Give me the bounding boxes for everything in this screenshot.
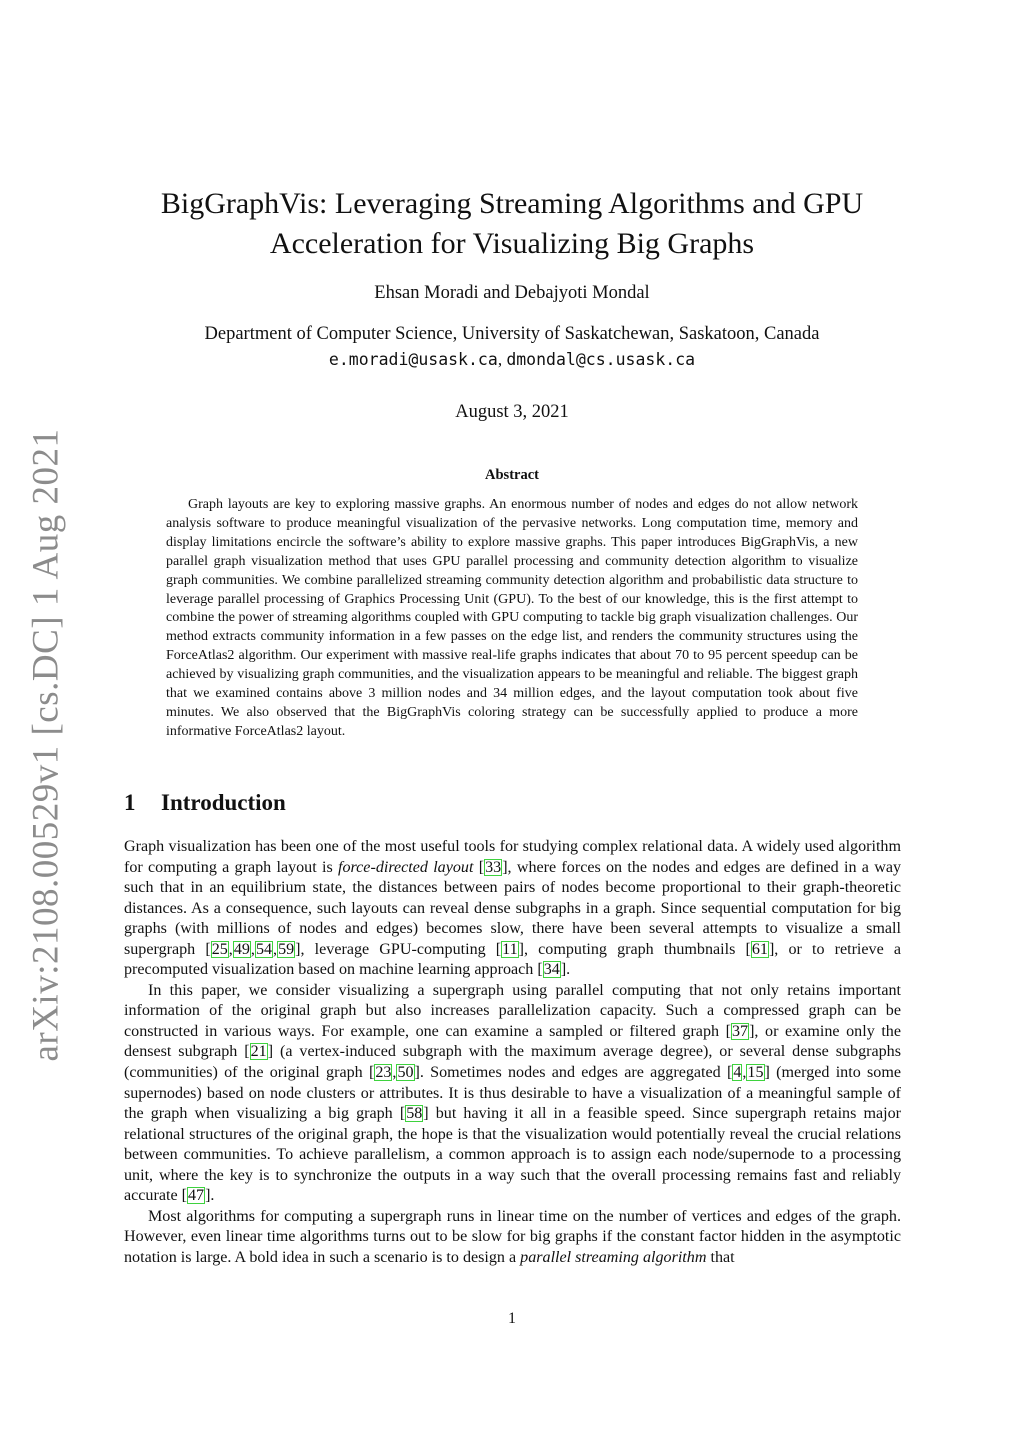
citation-link[interactable]: 58 (406, 1105, 423, 1123)
citation-link[interactable]: 61 (751, 940, 768, 958)
text-run: ]. Sometimes nodes and edges are aggregated [ (414, 1064, 733, 1082)
abstract-text: Graph layouts are key to exploring massive graphs. An enormous number of nodes and edges do not allow network analysis software to produce meaningful visualization of the pervasive networks. Long computation time, memory and display limitations encircle the software’s ability to explore massive graphs. This paper introduces BigGraphVis, a new parallel graph visualization method that uses GPU parallel processing and community detection algorithm to visualize graph communities. We combine parallelized streaming community detection algorithm and probabilistic data structure to leverage parallel processing of Graphics Processing Unit (GPU). To the best of our knowledge, this is the first attempt to combine the power of streaming algorithms coupled with GPU computing to tackle big graph visualization challenges. Our method extracts community information in a few passes on the edge list, and renders the community structures using the ForceAtlas2 algorithm. Our experiment with massive real-life graphs indicates that about 70 to 95 percent speedup can be achieved by visualizing graph communities, and the visualization appears to be meaningful and reliable. The biggest graph that we examined contains above 3 million nodes and 34 million edges, and the layout computation took about five minutes. We also observed that the BigGraphVis coloring strategy can be successfully applied to produce a more informative ForceAtlas2 layout. (166, 497, 858, 739)
introduction-body (124, 837, 901, 1268)
text-run: Graph visualization has been one of the most useful tools for studying complex relational data. A widely used algorithm for computing a graph layout is (124, 838, 901, 876)
citation-link[interactable]: 37 (731, 1022, 749, 1040)
title-line-2: Acceleration for Visualizing Big Graphs (269, 227, 755, 260)
page-number: 1 (508, 1310, 516, 1327)
text-run: ] (a vertex-induced subgraph with the maximum average degree), or several dense subgraphs (communities) of the original graph [ (124, 1043, 901, 1082)
text-run: that (706, 1248, 735, 1266)
title-line-1: BigGraphVis: Leveraging Streaming Algorithms and GPU (160, 187, 864, 220)
section-heading (124, 790, 286, 816)
publication-date: August 3, 2021 (455, 402, 569, 422)
paragraph-2 (124, 981, 901, 1207)
citation-link[interactable]: 11 (502, 940, 518, 958)
text-run: ] (merged into some supernodes) based on node clusters or attributes. It is thus desirable to have a visualization of a meaningful sample of the graph when visualizing a big graph [ (124, 1064, 901, 1123)
citation-separator: , (392, 1064, 397, 1082)
citation-link[interactable]: 23 (375, 1064, 392, 1082)
abstract-heading: Abstract (485, 467, 539, 483)
citation-separator: , (273, 940, 278, 958)
citation-link[interactable]: 4 (733, 1064, 742, 1082)
text-run: ] but having it all in a feasible speed. Since supergraph retains major relational structures of the original graph, the hope is that the visualization would potentially reveal the crucial relations between communities. To achieve parallelism, a common approach is to assign each node/supernode to a processing unit, where the key is to synchronize the outputs in a way such that the overall processing remains fast and reliably accurate [ (124, 1105, 901, 1205)
authors: Ehsan Moradi and Debajyoti Mondal (374, 283, 650, 303)
citation-link[interactable]: 25 (211, 940, 228, 958)
affiliation: Department of Computer Science, University of Saskatchewan, Saskatoon, Canada (204, 324, 820, 344)
citation-link[interactable]: 15 (747, 1064, 764, 1082)
arxiv-identifier-stamp[interactable]: arXiv:2108.00529v1 [cs.DC] 1 Aug 2021 (25, 428, 67, 1062)
citation-link[interactable]: 21 (250, 1043, 267, 1061)
emphasis-text: parallel streaming algorithm (520, 1248, 707, 1266)
text-run: ], or examine only the densest subgraph [ (124, 1022, 901, 1061)
citation-link[interactable]: 47 (187, 1187, 205, 1205)
citation-link[interactable]: 49 (233, 940, 250, 958)
section-title: Introduction (161, 790, 286, 815)
email-link-2[interactable]: dmondal@cs.usask.ca (506, 350, 696, 369)
citation-separator: , (228, 940, 233, 958)
citation-separator: , (250, 940, 255, 958)
paragraph-1 (124, 837, 901, 981)
email-separator: , (497, 350, 507, 369)
text-run: ], or to retrieve a precomputed visualization based on machine learning approach [ (124, 940, 901, 979)
paper-title (124, 184, 900, 264)
text-run: ]. (560, 961, 571, 979)
author-emails (124, 347, 900, 372)
email-link-1[interactable]: e.moradi@usask.ca (328, 350, 498, 369)
citation-link[interactable]: 33 (485, 858, 502, 876)
citation-link[interactable]: 34 (543, 961, 560, 979)
citation-link[interactable]: 54 (255, 940, 273, 958)
text-run: ], where forces on the nodes and edges are defined in a way such that in an equilibrium state, the distances between pairs of nodes become proportional to their graph-theoretic distances. As a consequence, such layouts can reveal dense subgraphs in a graph. Since sequential computation for big graphs (with millions of nodes and edges) becomes slow, there have been several attempts to visualize a small supergraph [ (124, 858, 902, 958)
text-run: ], leverage GPU-computing [ (295, 940, 502, 958)
emphasis-text: force-directed layout (337, 858, 474, 876)
paragraph-3 (124, 1207, 901, 1269)
citation-link[interactable]: 59 (278, 940, 295, 958)
text-run: ], computing graph thumbnails [ (518, 940, 751, 958)
section-number: 1 (124, 790, 136, 815)
text-run: ]. (205, 1187, 215, 1205)
citation-separator: , (742, 1064, 747, 1082)
text-run: In this paper, we consider visualizing a supergraph using parallel computing that not only retains important information of the original graph but also increases parallelization capacity. Such a compressed graph can be constructed in various ways. For example, one can examine a sampled or filtered graph [ (124, 981, 901, 1040)
text-run: Most algorithms for computing a supergraph runs in linear time on the number of vertices and edges of the graph. However, even linear time algorithms turns out to be slow for big graphs if the constant factor hidden in the asymptotic notation is large. A bold idea in such a scenario is to design a (124, 1207, 901, 1266)
citation-link[interactable]: 50 (397, 1064, 414, 1082)
text-run: [ (473, 858, 485, 876)
